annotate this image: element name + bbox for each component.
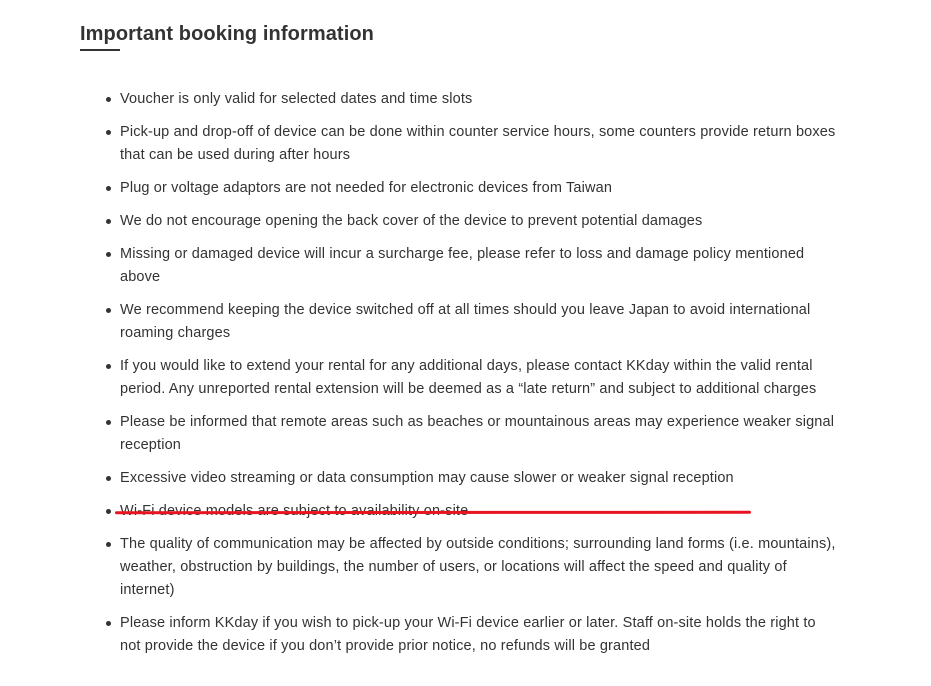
bullet-icon bbox=[106, 542, 111, 547]
bullet-icon bbox=[106, 621, 111, 626]
list-item-text: Voucher is only valid for selected dates and time slots bbox=[120, 91, 473, 107]
bullet-icon bbox=[106, 186, 111, 191]
title-underline bbox=[80, 49, 120, 51]
section-title: Important booking information bbox=[80, 23, 374, 45]
booking-info-list bbox=[120, 88, 840, 668]
list-item bbox=[120, 210, 840, 233]
list-item-text: Excessive video streaming or data consumption may cause slower or weaker signal reception bbox=[120, 470, 734, 486]
list-item-highlighted bbox=[120, 467, 840, 490]
bullet-icon bbox=[106, 420, 111, 425]
list-item bbox=[120, 612, 840, 658]
bullet-icon bbox=[106, 509, 111, 514]
list-item-text: We recommend keeping the device switched off at all times should you leave Japan to avoid international roaming charges bbox=[120, 302, 811, 341]
list-item-text: If you would like to extend your rental for any additional days, please contact KKday within the valid rental period. Any unreported rental extension will be deemed as a “late return” and subject to additional charges bbox=[120, 358, 817, 397]
list-item-text: Please be informed that remote areas such as beaches or mountainous areas may experience weaker signal reception bbox=[120, 414, 835, 453]
red-underline-annotation bbox=[115, 511, 751, 515]
list-item bbox=[120, 299, 840, 345]
bullet-icon bbox=[106, 97, 111, 102]
list-item-text: Pick-up and drop-off of device can be done within counter service hours, some counters provide return boxes that can be used during after hours bbox=[120, 124, 836, 163]
bullet-icon bbox=[106, 219, 111, 224]
list-item bbox=[120, 411, 840, 457]
list-item bbox=[120, 88, 840, 111]
list-item-text: Plug or voltage adaptors are not needed for electronic devices from Taiwan bbox=[120, 180, 613, 196]
bullet-icon bbox=[106, 252, 111, 257]
bullet-icon bbox=[106, 130, 111, 135]
list-item-text: The quality of communication may be affected by outside conditions; surrounding land forms (i.e. mountains), weather, obstruction by buildings, the number of users, or locations will affect the speed and quality of internet) bbox=[120, 536, 836, 598]
list-item bbox=[120, 533, 840, 602]
bullet-icon bbox=[106, 308, 111, 313]
list-item-text: We do not encourage opening the back cover of the device to prevent potential damages bbox=[120, 213, 703, 229]
list-item-text: Please inform KKday if you wish to pick-up your Wi-Fi device earlier or later. Staff on-site holds the right to not provide the device if you don’t provide prior notice, no refunds will be granted bbox=[120, 615, 816, 654]
list-item-text: Missing or damaged device will incur a surcharge fee, please refer to loss and damage policy mentioned above bbox=[120, 246, 805, 285]
list-item bbox=[120, 121, 840, 167]
list-item bbox=[120, 177, 840, 200]
bullet-icon bbox=[106, 476, 111, 481]
list-item bbox=[120, 243, 840, 289]
bullet-icon bbox=[106, 364, 111, 369]
list-item bbox=[120, 355, 840, 401]
